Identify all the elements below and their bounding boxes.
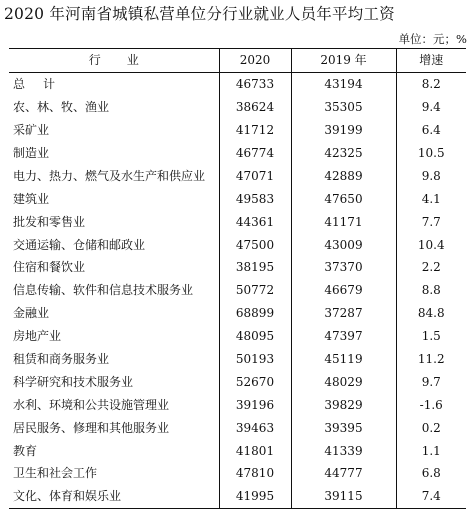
cell-2020: 47071 [219, 164, 291, 187]
cell-industry: 卫生和社会工作 [13, 466, 98, 481]
cell-industry: 水利、环境和公共设施管理业 [13, 397, 170, 412]
cell-2019: 46679 [291, 279, 396, 302]
cell-growth: 6.8 [396, 462, 466, 485]
cell-growth: 9.7 [396, 370, 466, 393]
cell-2019: 41339 [291, 439, 396, 462]
cell-growth: 6.4 [396, 119, 466, 142]
cell-industry: 住宿和餐饮业 [13, 260, 86, 275]
cell-industry: 金融业 [13, 306, 50, 321]
cell-2019: 45119 [291, 348, 396, 371]
cell-2020: 41995 [219, 485, 291, 508]
cell-growth: 11.2 [396, 348, 466, 371]
cell-growth: 9.4 [396, 96, 466, 119]
cell-2020: 44361 [219, 210, 291, 233]
cell-industry: 租赁和商务服务业 [13, 352, 110, 367]
table-row [9, 302, 466, 325]
table-row [9, 325, 466, 348]
table-row [9, 439, 466, 462]
cell-2020: 47810 [219, 462, 291, 485]
cell-2020: 48095 [219, 325, 291, 348]
unit-note: 单位：元；% [398, 32, 467, 46]
table-row [9, 119, 466, 142]
cell-industry: 制造业 [13, 146, 50, 160]
cell-2019: 41171 [291, 210, 396, 233]
cell-growth: 8.8 [396, 279, 466, 302]
cell-2019: 44777 [291, 462, 396, 485]
table-row [9, 485, 466, 508]
cell-growth: 2.2 [396, 256, 466, 279]
cell-industry: 农、林、牧、渔业 [13, 100, 110, 115]
table-row [9, 462, 466, 485]
table-header-row [9, 49, 466, 73]
cell-2020: 41712 [219, 119, 291, 142]
table-row [9, 187, 466, 210]
wage-table [9, 48, 466, 509]
cell-2020: 41801 [219, 439, 291, 462]
header-2020: 2020 [219, 49, 291, 73]
table-row [9, 393, 466, 416]
cell-industry: 建筑业 [13, 191, 50, 206]
cell-industry: 科学研究和技术服务业 [13, 374, 134, 389]
cell-growth: 4.1 [396, 187, 466, 210]
table-row [9, 72, 466, 95]
cell-2020: 47500 [219, 233, 291, 256]
cell-2020: 49583 [219, 187, 291, 210]
cell-2020: 39196 [219, 393, 291, 416]
cell-2019: 47650 [291, 187, 396, 210]
cell-industry: 电力、热力、燃气及水生产和供应业 [13, 168, 206, 183]
cell-industry: 批发和零售业 [13, 214, 86, 229]
cell-2019: 39199 [291, 119, 396, 142]
table-row [9, 210, 466, 233]
cell-growth: 84.8 [396, 302, 466, 325]
cell-2019: 37370 [291, 256, 396, 279]
table-row [9, 96, 466, 119]
cell-growth: 10.4 [396, 233, 466, 256]
cell-2019: 42889 [291, 164, 396, 187]
cell-growth: 7.7 [396, 210, 466, 233]
cell-growth: 10.5 [396, 142, 466, 165]
cell-2019: 39829 [291, 393, 396, 416]
table-row [9, 370, 466, 393]
cell-industry: 采矿业 [13, 123, 50, 138]
cell-2020: 68899 [219, 302, 291, 325]
cell-2020: 50772 [219, 279, 291, 302]
document-title: 2020 年河南省城镇私营单位分行业就业人员年平均工资 [4, 5, 395, 23]
cell-2019: 42325 [291, 142, 396, 165]
cell-2020: 46774 [219, 142, 291, 165]
cell-growth: 1.1 [396, 439, 466, 462]
cell-industry: 信息传输、软件和信息技术服务业 [13, 283, 194, 298]
cell-growth: 0.2 [396, 416, 466, 439]
cell-2020: 50193 [219, 348, 291, 371]
cell-industry: 交通运输、仓储和邮政业 [13, 237, 146, 252]
cell-2020: 52670 [219, 370, 291, 393]
header-2019: 2019 年 [291, 49, 396, 73]
cell-2020: 38195 [219, 256, 291, 279]
cell-2019: 39115 [291, 485, 396, 508]
cell-industry: 文化、体育和娱乐业 [9, 485, 219, 508]
cell-2019: 48029 [291, 370, 396, 393]
table-row [9, 142, 466, 165]
cell-2020: 38624 [219, 96, 291, 119]
header-industry: 行业 [9, 49, 219, 73]
header-growth: 增速 [396, 49, 466, 73]
cell-2019: 43194 [291, 72, 396, 95]
cell-industry: 总计 [13, 77, 74, 92]
table-body [9, 72, 466, 508]
cell-growth: 9.8 [396, 164, 466, 187]
table-row [9, 233, 466, 256]
cell-2019: 43009 [291, 233, 396, 256]
cell-2019: 39395 [291, 416, 396, 439]
cell-2020: 46733 [219, 72, 291, 95]
table-row [9, 348, 466, 371]
cell-growth: 1.5 [396, 325, 466, 348]
cell-2019: 47397 [291, 325, 396, 348]
cell-2019: 35305 [291, 96, 396, 119]
cell-growth: 8.2 [396, 72, 466, 95]
cell-growth: 7.4 [396, 485, 466, 508]
wage-table-container [9, 48, 466, 509]
cell-industry: 教育 [13, 443, 38, 458]
cell-2020: 39463 [219, 416, 291, 439]
cell-industry: 居民服务、修理和其他服务业 [13, 420, 170, 435]
cell-industry: 房地产业 [13, 329, 62, 344]
cell-2019: 37287 [291, 302, 396, 325]
table-row [9, 416, 466, 439]
table-row [9, 164, 466, 187]
cell-growth: -1.6 [396, 393, 466, 416]
table-row [9, 279, 466, 302]
table-row [9, 256, 466, 279]
